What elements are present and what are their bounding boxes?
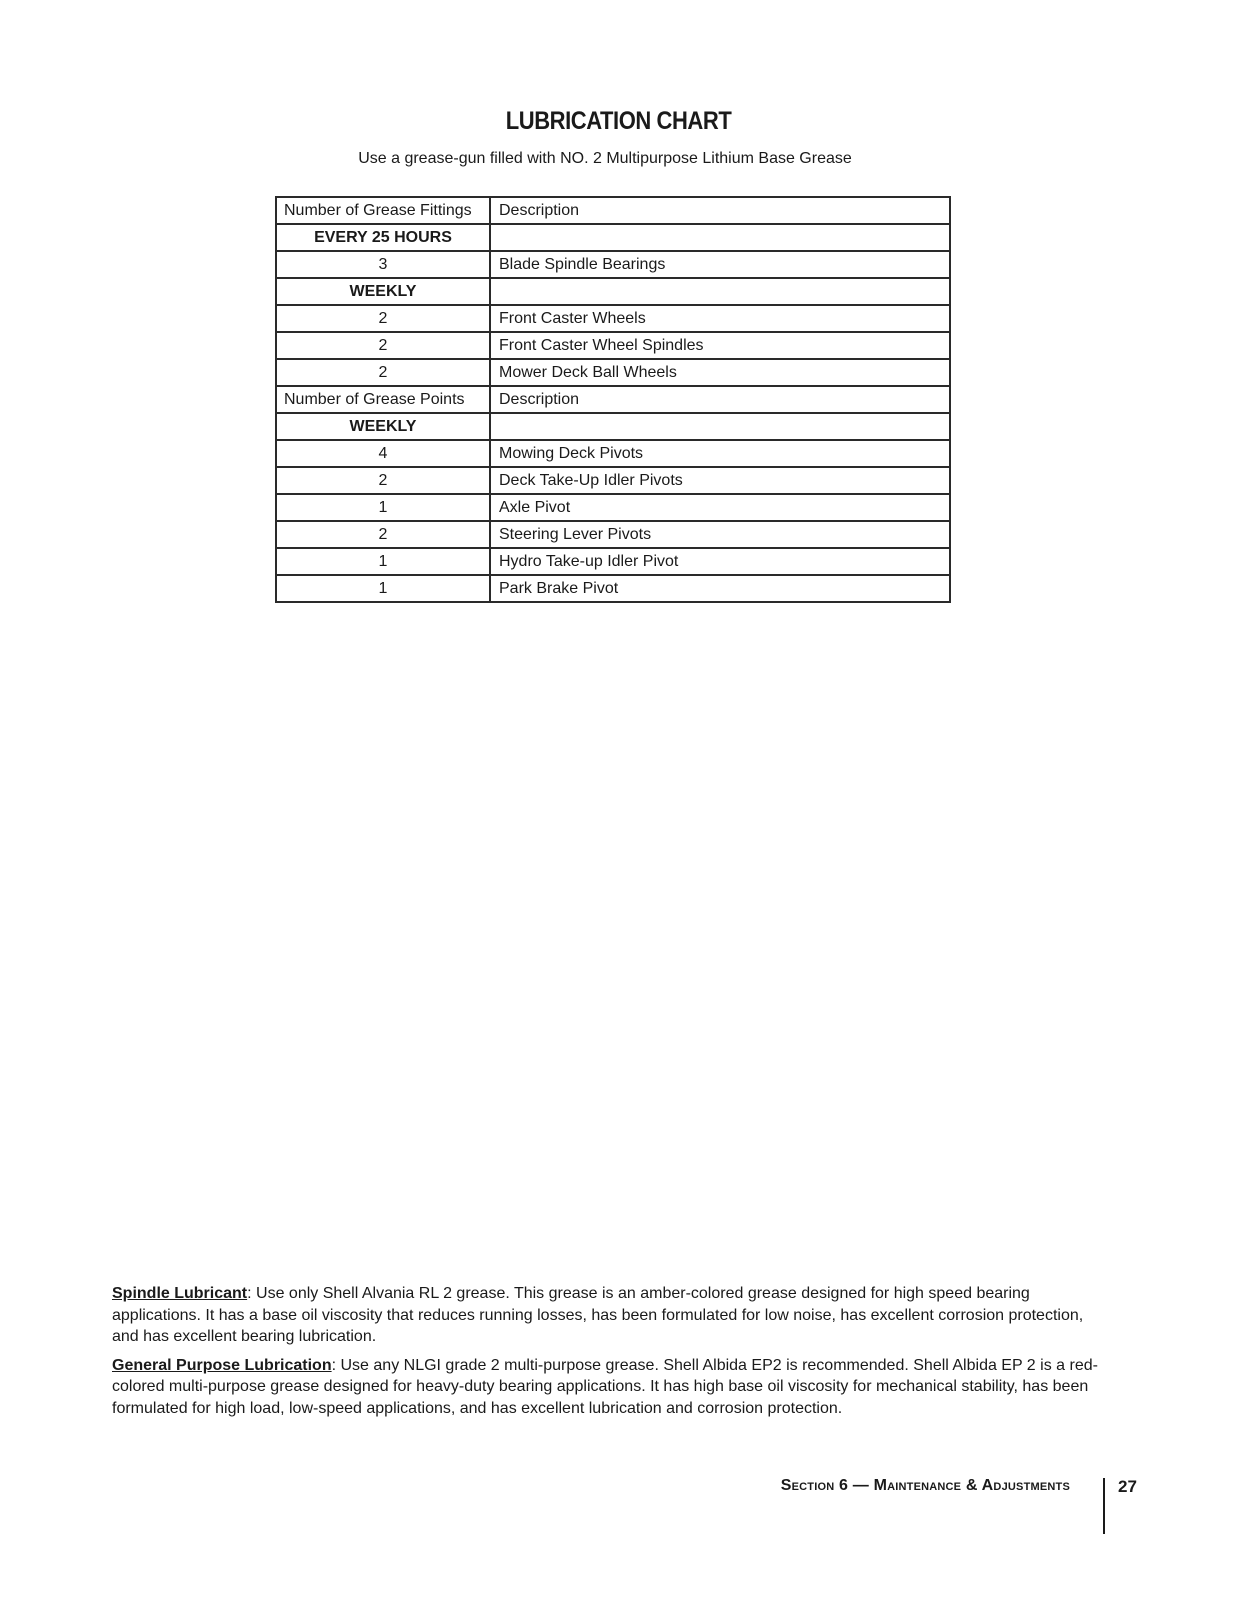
note-lead: General Purpose Lubrication	[112, 1356, 332, 1374]
table-row	[276, 467, 950, 494]
table-cell-count: Number of Grease Fittings	[276, 197, 490, 224]
table-cell-description: Blade Spindle Bearings	[490, 251, 950, 278]
table-section-row	[276, 278, 950, 305]
footer-divider	[1103, 1478, 1105, 1534]
table-cell-count: 1	[276, 575, 490, 602]
general-lubrication-note	[112, 1355, 1112, 1420]
table-row	[276, 494, 950, 521]
table-cell-count: EVERY 25 HOURS	[276, 224, 490, 251]
note-text: : Use any NLGI grade 2 multi-purpose grease. Shell Albida EP2 is recommended. Shell Albida EP 2 is a red-colored multi-purpose grease designed for heavy-duty bearing applications. It has high base oil viscosity for mechanical stability, has been formulated for high load, low-speed applications, and has excellent lubrication and corrosion protection.	[112, 1356, 1098, 1417]
table-cell-description: Front Caster Wheels	[490, 305, 950, 332]
table-cell-description: Description	[490, 197, 950, 224]
table-cell-description	[490, 413, 950, 440]
table-cell-count: 3	[276, 251, 490, 278]
table-row	[276, 440, 950, 467]
spindle-lubricant-note	[112, 1283, 1112, 1348]
table-cell-description: Axle Pivot	[490, 494, 950, 521]
lubrication-table	[275, 196, 951, 603]
table-cell-count: WEEKLY	[276, 278, 490, 305]
page-title: LUBRICATION CHART	[505, 107, 732, 135]
table-cell-description	[490, 278, 950, 305]
notes-section	[112, 1283, 1112, 1426]
table-cell-description: Hydro Take-up Idler Pivot	[490, 548, 950, 575]
footer-section-title: Section 6 — Maintenance & Adjustments	[780, 1477, 1070, 1494]
table-cell-count: 4	[276, 440, 490, 467]
page-number: 27	[1118, 1477, 1137, 1496]
table-section-row	[276, 413, 950, 440]
table-cell-count: 2	[276, 359, 490, 386]
table-cell-description: Mowing Deck Pivots	[490, 440, 950, 467]
table-row	[276, 548, 950, 575]
table-cell-count: 2	[276, 332, 490, 359]
table-row	[276, 251, 950, 278]
note-text: : Use only Shell Alvania RL 2 grease. This grease is an amber-colored grease designed for high speed bearing applications. It has a base oil viscosity that reduces running losses, has been formulated for low noise, has excellent corrosion protection, and has excellent bearing lubrication.	[112, 1285, 1084, 1345]
table-cell-count: Number of Grease Points	[276, 386, 490, 413]
table-cell-description: Steering Lever Pivots	[490, 521, 950, 548]
table-cell-count: 2	[276, 467, 490, 494]
table-row	[276, 575, 950, 602]
table-cell-count: WEEKLY	[276, 413, 490, 440]
table-row	[276, 332, 950, 359]
table-header-row	[276, 386, 950, 413]
table-cell-count: 2	[276, 305, 490, 332]
table-section-row	[276, 224, 950, 251]
table-cell-description: Deck Take-Up Idler Pivots	[490, 467, 950, 494]
table-cell-count: 2	[276, 521, 490, 548]
table-row	[276, 359, 950, 386]
table-cell-description: Front Caster Wheel Spindles	[490, 332, 950, 359]
table-row	[276, 305, 950, 332]
table-cell-count: 1	[276, 494, 490, 521]
table-cell-count: 1	[276, 548, 490, 575]
table-row	[276, 521, 950, 548]
table-cell-description: Mower Deck Ball Wheels	[490, 359, 950, 386]
note-lead: Spindle Lubricant	[112, 1285, 248, 1302]
table-cell-description: Description	[490, 386, 950, 413]
page-subtitle: Use a grease-gun filled with NO. 2 Multipurpose Lithium Base Grease	[358, 150, 852, 167]
table-cell-description	[490, 224, 950, 251]
table-cell-description: Park Brake Pivot	[490, 575, 950, 602]
table-header-row	[276, 197, 950, 224]
